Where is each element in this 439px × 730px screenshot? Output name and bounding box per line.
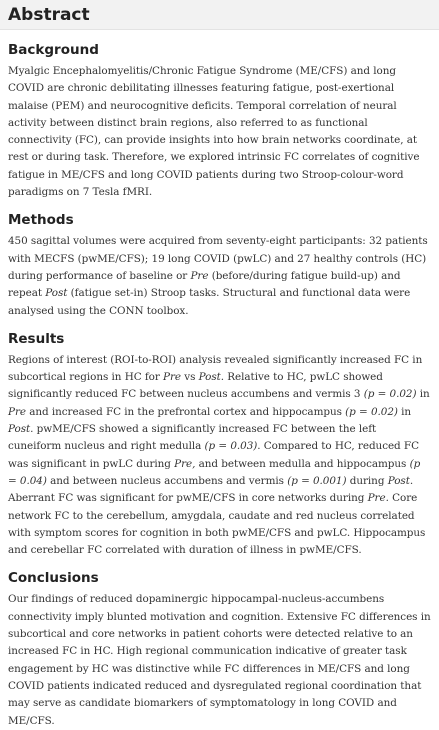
results-text-9: and between medulla and hippocampus: [195, 457, 410, 470]
conclusions-paragraph: [8, 591, 431, 729]
results-pre-3: Pre,: [174, 457, 196, 470]
methods-paragraph: [8, 233, 431, 319]
methods-post: Post: [45, 287, 68, 300]
conclusions-heading: Conclusions: [8, 570, 99, 587]
results-text-10: and between nucleus accumbens and vermis: [46, 474, 288, 487]
results-text-11: during: [346, 474, 388, 487]
results-text-2: vs: [181, 371, 199, 384]
methods-pre: Pre: [190, 269, 209, 282]
results-paragraph: [8, 352, 431, 560]
results-text-4: in: [416, 388, 430, 401]
methods-text-1: 450 sagittal volumes were acquired from seventy-eight participants: 32 patients with MECFS (pwME/CFS); 19 long COVID (pwLC) and 27 healthy controls (HC) during performance of baseline or: [8, 235, 428, 282]
abstract-content: [0, 41, 439, 730]
results-post-3: Post.: [387, 474, 414, 487]
results-pre-2: Pre: [8, 405, 26, 418]
abstract-header: [0, 0, 439, 30]
results-pre-4: Pre: [367, 492, 386, 505]
results-text-6: in: [397, 405, 412, 418]
methods-text-2: (before/during fatigue build-up) and repeat: [8, 269, 401, 300]
background-paragraph: [8, 63, 431, 201]
results-pvalue-3: (p = 0.03): [204, 440, 258, 453]
results-text-7: pwME/CFS showed a significantly increased FC between the left cuneiform nucleus and right medulla: [8, 423, 377, 453]
methods-heading: Methods: [8, 212, 74, 229]
results-heading: Results: [8, 330, 65, 347]
results-text-13: . Core network FC to the cerebellum, amygdala, caudate and red nucleus correlated with symptom scores for cognition in both pwME/CFS and pwLC. Hippocampus and cerebellar FC correlated with duration of illness in pwME/CFS.: [8, 492, 426, 557]
conclusions-text: Our findings of reduced dopaminergic hippocampal-nucleus-accumbens connectivity imply blunted motivation and cognition. Extensive FC differences in subcortical and core networks in patient cohorts were detected relative to an increased FC in HC. High regional communication indicative of greater task engagement by HC was distinctive while FC differences in ME/CFS and long COVID patients indicated reduced and dysregulated regional coordination that may serve as candidate biomarkers of symptomatology in long COVID and ME/CFS.: [8, 593, 431, 727]
background-text: Myalgic Encephalomyelitis/Chronic Fatigue Syndrome (ME/CFS) and long COVID are chronic debilitating illnesses featuring fatigue, post-exertional malaise (PEM) and neurocognitive deficits. Temporal correlation of neural activity between distinct brain regions, also referred to as functional connectivity (FC), can provide insights into how brain networks coordinate, at rest or during task. Therefore, we explored intrinsic FC correlates of cognitive fatigue in ME/CFS and long COVID patients during two Stroop-colour-word paradigms on 7 Tesla fMRI.: [8, 65, 420, 199]
results-pvalue-1: (p = 0.02): [363, 388, 417, 401]
results-post-1: Post: [198, 371, 221, 384]
background-heading: Background: [8, 42, 99, 58]
results-text-5: and increased FC in the prefrontal cortex and hippocampus: [25, 405, 346, 418]
results-post-2: Post.: [8, 423, 34, 436]
results-text-12: Aberrant FC was significant for pwME/CFS in core networks during: [8, 492, 368, 505]
results-pre-1: Pre: [163, 371, 182, 384]
results-pvalue-4: (p = 0.04): [8, 457, 421, 487]
results-text-8: . Compared to HC, reduced FC was significant in pwLC during: [8, 440, 419, 470]
results-pvalue-5: (p = 0.001): [287, 474, 347, 487]
methods-text-3: (fatigue set-in) Stroop tasks. Structural and functional data were analysed using the CONN toolbox.: [8, 287, 411, 317]
results-text-1: Regions of interest (ROI-to-ROI) analysis revealed significantly increased FC in subcortical regions in HC for: [8, 353, 423, 384]
results-pvalue-2: (p = 0.02): [345, 405, 398, 418]
results-text-3: . Relative to HC, pwLC showed significantly reduced FC between nucleus accumbens and vermis 3: [8, 371, 383, 401]
abstract-title: Abstract: [8, 5, 90, 25]
